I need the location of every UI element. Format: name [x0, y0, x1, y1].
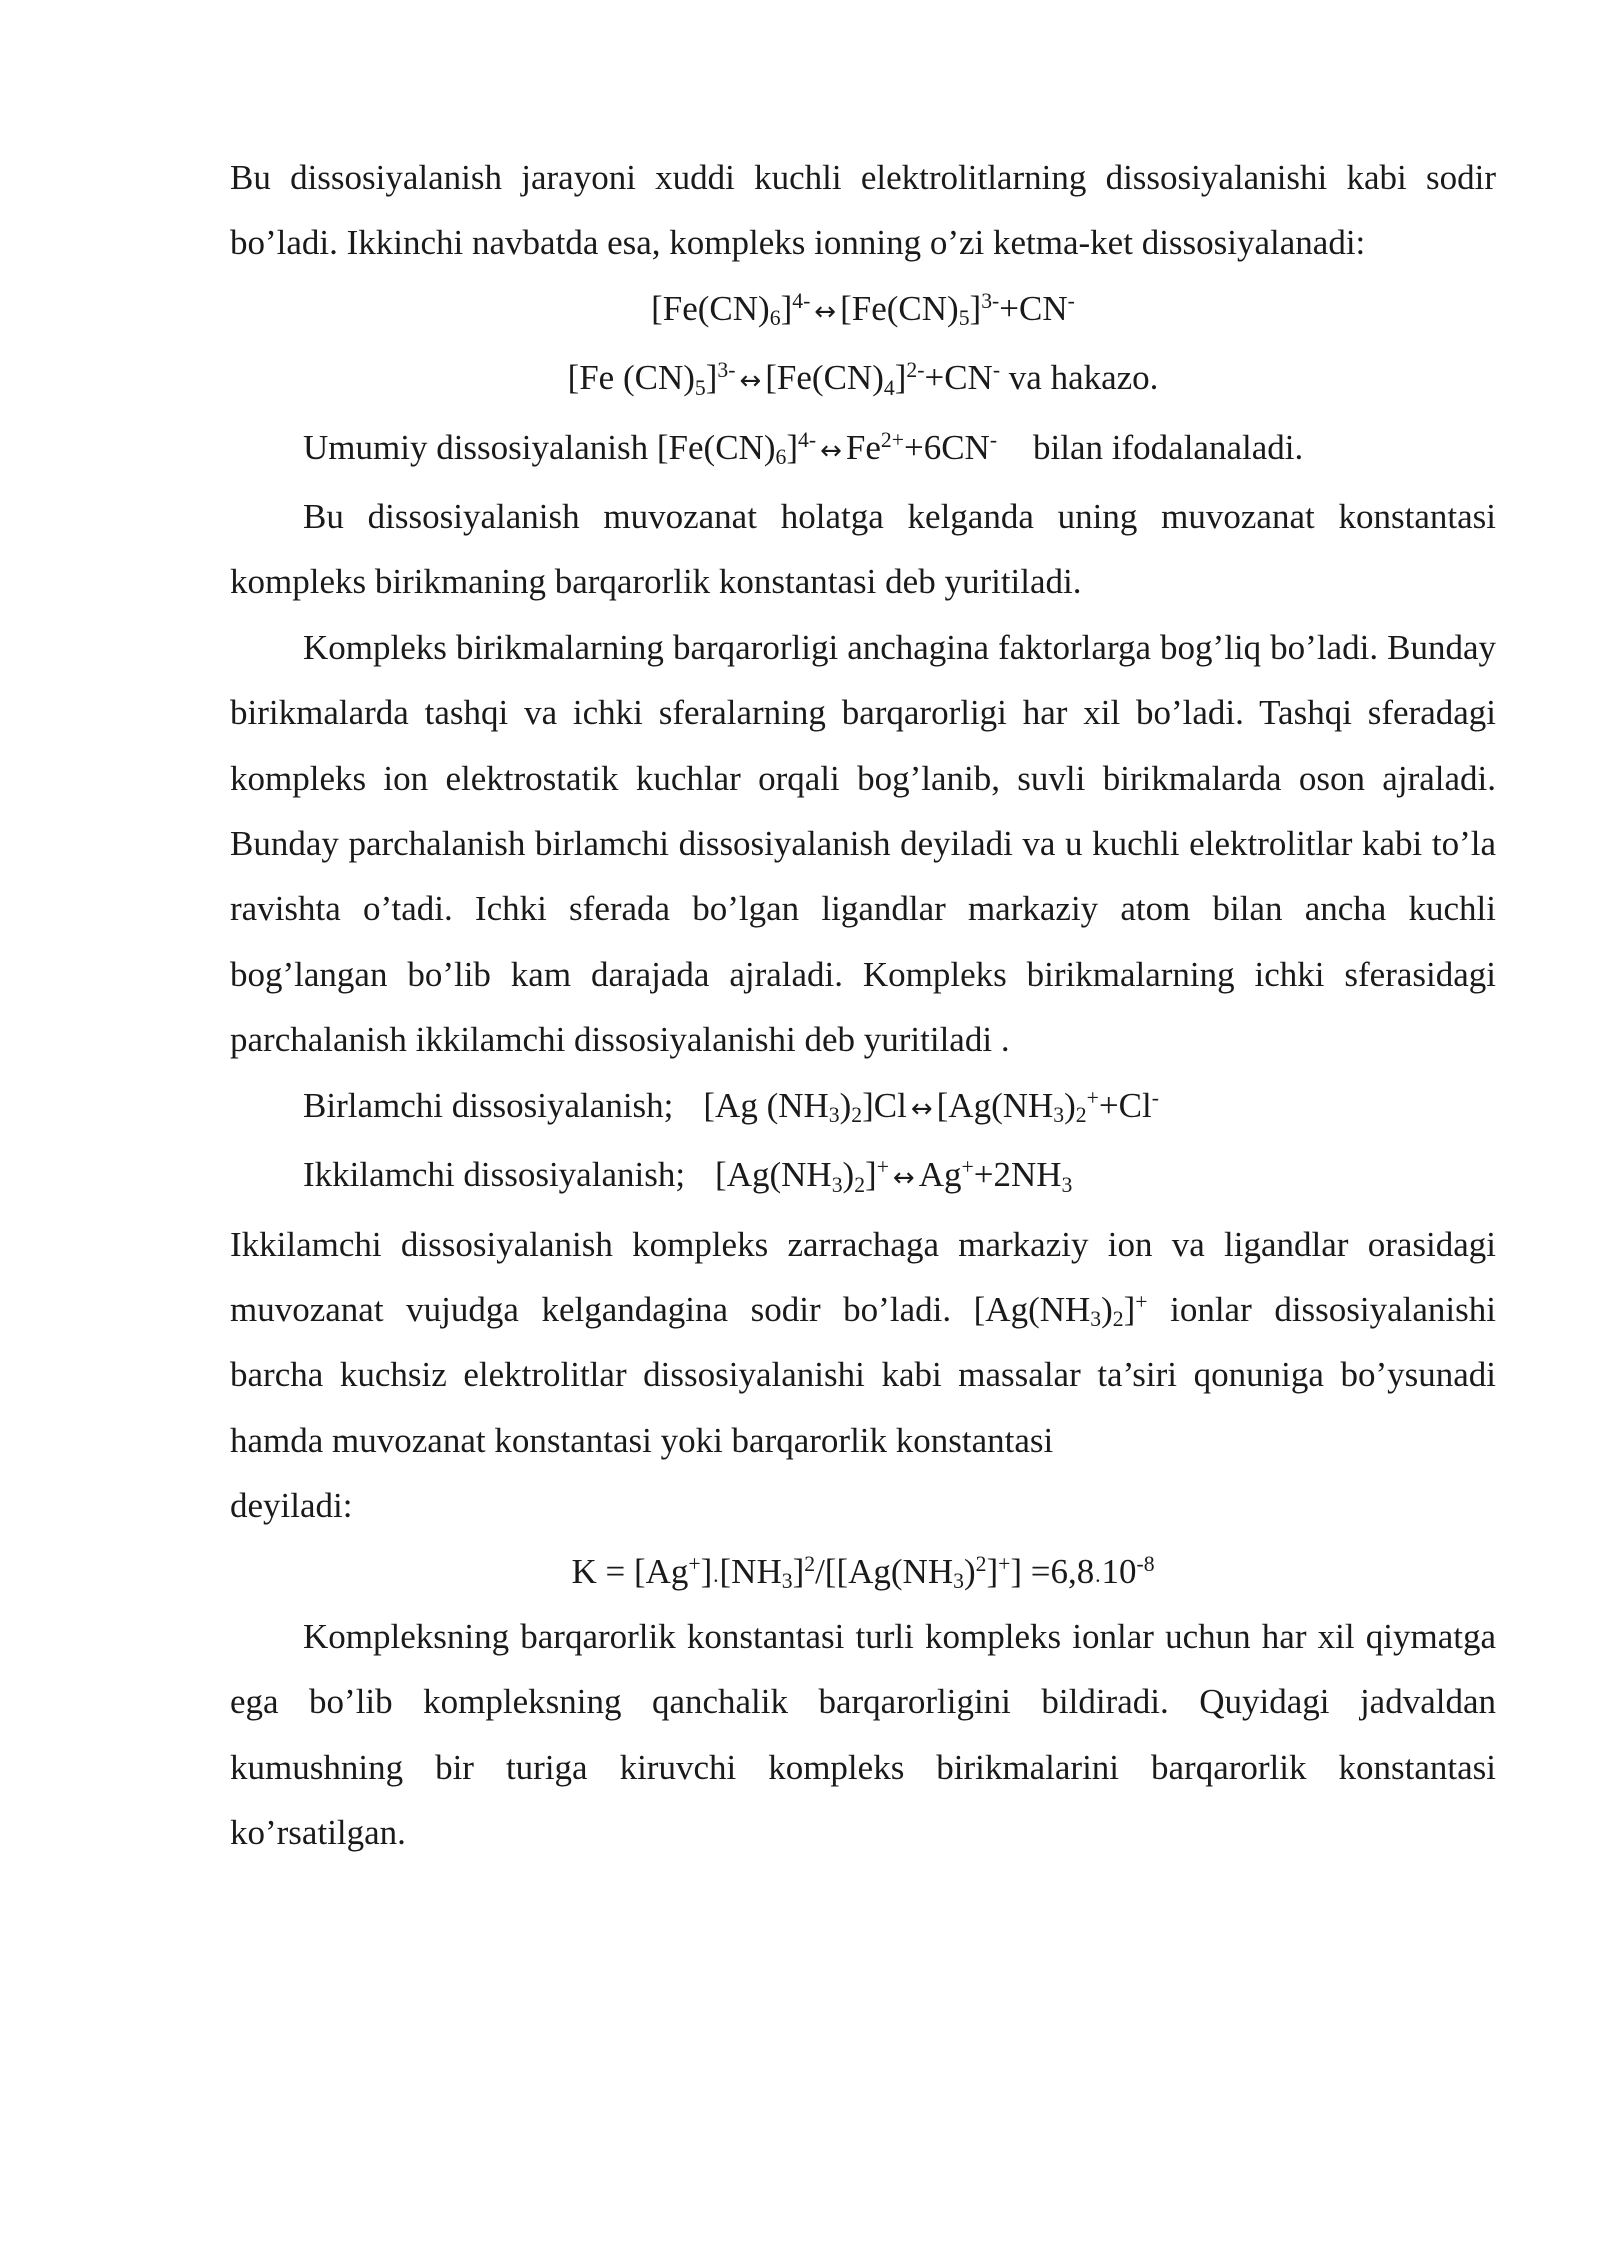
paragraph-equilibrium: Bu dissosiyalanish muvozanat holatga kelganda uning muvozanat konstantasi kompleks birikmaning barqarorlik konstantasi deb yuritiladi.	[230, 497, 1496, 602]
equilibrium-arrow: ↔	[739, 366, 762, 397]
equation-step-1: $[Fe(CN)_6]^{4-}$ ↔ $[Fe(CN)_5]^{3-}+CN^-$	[651, 288, 1075, 331]
bilan-text: bilan ifodalanaladi.	[1033, 427, 1304, 467]
p4-ions-text: ionlar	[1170, 1289, 1252, 1329]
equilibrium-arrow: ↔	[814, 296, 837, 327]
k-exponent: -8	[1136, 1551, 1155, 1576]
deyiladi-line: deyiladi:	[230, 1486, 353, 1526]
k-value: =6,8	[1030, 1551, 1095, 1591]
primary-dissociation-line: Birlamchi dissosiyalanish; [Ag $(NH_3)_2]Cl$ ↔ [$Ag(NH_3)_2^++Cl^-$	[303, 1085, 1159, 1128]
document-page	[230, 145, 1496, 1866]
secondary-dissociation-line: Ikkilamchi dissosiyalanish; $[Ag(NH_3)_2]^+$ ↔ $Ag^++2NH_3$	[303, 1155, 1073, 1197]
paragraph-conclusion: Kompleksning barqarorlik konstantasi turli kompleks ionlar uchun har xil qiymatga ega bo’lib kompleksning qanchalik barqarorligini bildiradi. Quyidagi jadvaldan kumushning bir turiga kiruvchi kompleks birikmalarini barqarorlik konstantasi ko’rsatilgan.	[230, 1616, 1496, 1853]
paragraph-stability-factors: Kompleks birikmalarning barqarorligi anchagina faktorlarga bog’liq bo’ladi. Bunday birikmalarda tashqi va ichki sferalarning barqarorligi har xil bo’ladi. Tashqi sferadagi kompleks ion elektrostatik kuchlar orqali bog’lanib, suvli birikmalarda oson ajraladi. Bunday parchalanish birlamchi dissosiyalanish deyiladi va u kuchli elektrolitlar kabi to’la ravishta o’tadi. Ichki sferada bo’lgan ligandlar markaziy atom bilan ancha kuchli bog’langan bo’lib kam darajada ajraladi. Kompleks birikmalarning ichki sferasidagi parchalanish ikkilamchi dissosiyalanishi deb yuritiladi .	[230, 627, 1496, 1060]
umumiy-label: Umumiy dissosiyalanish	[303, 427, 649, 467]
equation-step-2: [Fe $(CN)_5]^{3-}$ ↔ $[Fe(CN)_4]^{2-}+CN^-$ va hakazo.	[567, 358, 1159, 400]
stability-constant-equation: $K = [Ag^+]_\cdot[NH_3]^2/[[Ag(NH_3)^2]^+] =6,8_\cdot 10^{-8}$	[571, 1551, 1155, 1593]
overall-dissociation-line: Umumiy dissosiyalanish $[Fe(CN)_6]^{4-}$ ↔ $Fe^{2+}+6CN^-$ bilan ifodalanaladi.	[303, 427, 1304, 470]
equilibrium-arrow: ↔	[910, 1093, 933, 1124]
birlamchi-label: Birlamchi dissosiyalanish;	[303, 1085, 674, 1125]
va-hakazo-text: va hakazo.	[1008, 358, 1159, 398]
p4-start-text: Ikkilamchi dissosiyalanish kompleks zarrachaga markaziy ion va ligandlar orasidagi muvozanat vujudga kelgandagina sodir bo’ladi.	[230, 1224, 1496, 1329]
k-ten: 10	[1101, 1551, 1137, 1591]
equilibrium-arrow: ↔	[892, 1163, 915, 1194]
paragraph-secondary-dissociation: Ikkilamchi dissosiyalanish kompleks zarrachaga markaziy ion va ligandlar orasidagi muvozanat vujudga kelgandagina sodir bo’ladi. $[Ag(NH_3)_2]^+$ ionlar dissosiyalanishi barcha kuchsiz elektrolitlar dissosiyalanishi kabi massalar ta’siri qonuniga bo’ysunadi hamda muvozanat konstantasi yoki barqarorlik konstantasi	[230, 1224, 1497, 1460]
ikkilamchi-label: Ikkilamchi dissosiyalanish;	[303, 1155, 686, 1195]
paragraph-intro: Bu dissosiyalanish jarayoni xuddi kuchli elektrolitlarning dissosiyalanishi kabi sodir bo’ladi. Ikkinchi navbatda esa, kompleks ionning o’zi ketma-ket dissosiyalanadi:	[230, 158, 1496, 263]
equilibrium-arrow: ↔	[820, 435, 842, 466]
p4-end-text: dissosiyalanishi barcha kuchsiz elektrolitlar dissosiyalanishi kabi massalar ta’siri qonuniga bo’ysunadi hamda muvozanat konstantasi yoki barqarorlik konstantasi	[230, 1289, 1497, 1460]
